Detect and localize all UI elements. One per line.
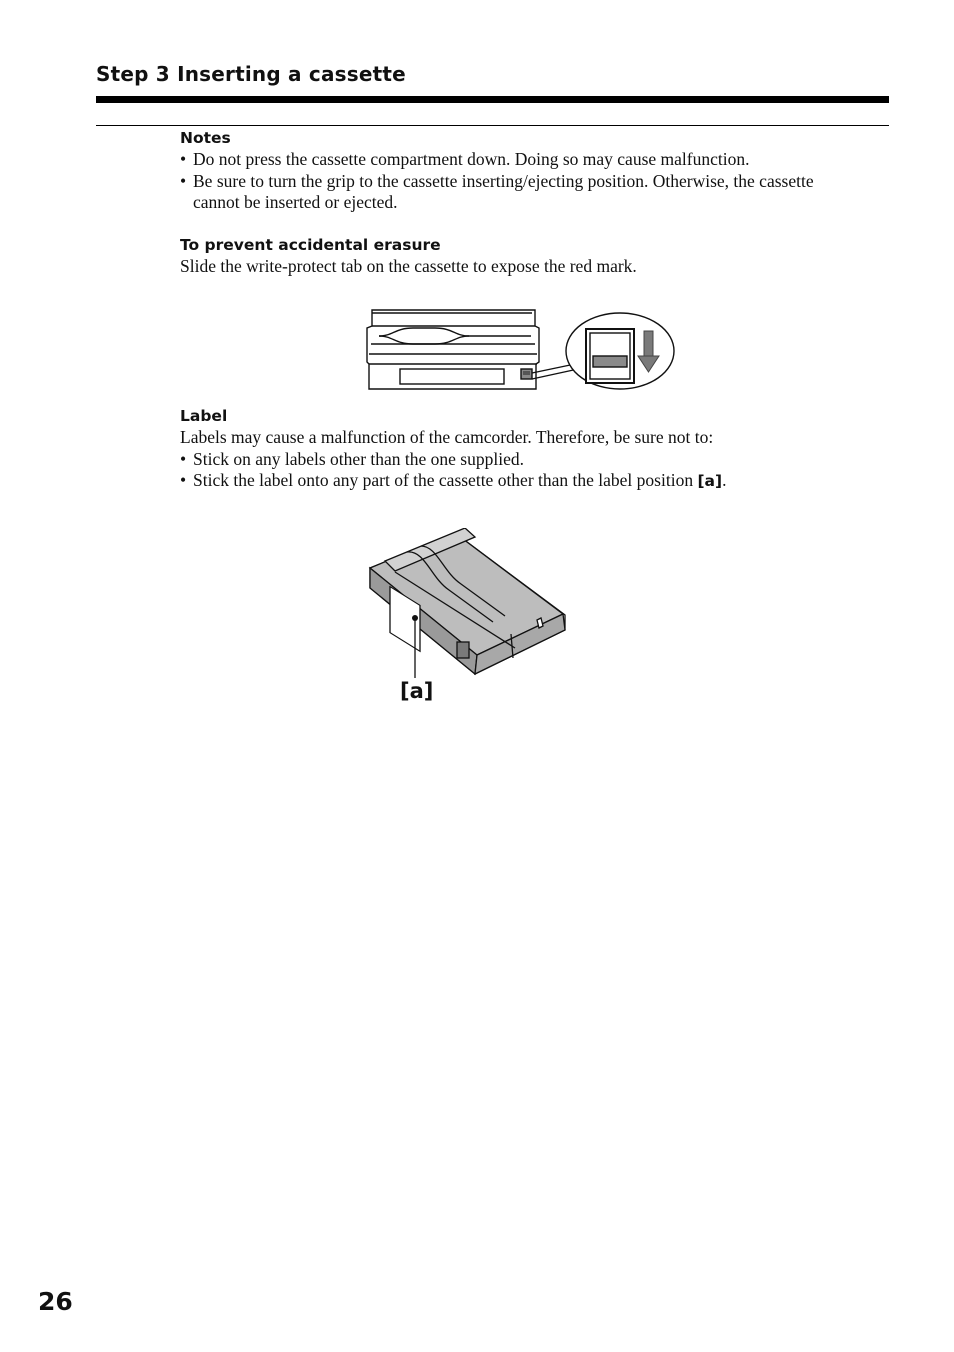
write-protect-illustration — [365, 306, 677, 394]
label-position-callout: [a] — [400, 679, 434, 703]
label-item-text: Stick the label onto any part of the cassette other than the label position — [193, 470, 694, 490]
notes-heading: Notes — [180, 129, 231, 147]
label-position-illustration — [365, 528, 575, 678]
erasure-text: Slide the write-protect tab on the cassette to expose the red mark. — [180, 255, 637, 276]
page-number: 26 — [38, 1287, 73, 1316]
cassette-3d-view — [370, 528, 565, 678]
erasure-heading: To prevent accidental erasure — [180, 235, 441, 254]
label-section — [180, 405, 860, 493]
section-divider — [96, 125, 889, 126]
page-title: Step 3 Inserting a cassette — [96, 62, 406, 86]
label-heading: Label — [180, 407, 228, 425]
label-position-ref: [a] — [697, 472, 723, 490]
notes-item: • Do not press the cassette compartment down. Doing so may cause malfunction. — [180, 149, 860, 171]
header-rule — [96, 96, 889, 103]
label-list — [180, 449, 860, 493]
label-item — [180, 470, 860, 493]
label-item-suffix: . — [722, 470, 727, 490]
notes-item: • Be sure to turn the grip to the cassette inserting/ejecting position. Otherwise, the cassette cannot be inserted or ejected. — [180, 171, 860, 214]
notes-list — [180, 149, 860, 214]
label-item: • Stick on any labels other than the one supplied. — [180, 449, 860, 471]
label-intro: Labels may cause a malfunction of the camcorder. Therefore, be sure not to: — [180, 427, 714, 447]
notes-section — [180, 127, 860, 214]
cassette-front-view — [367, 310, 539, 389]
erasure-section — [180, 234, 860, 278]
